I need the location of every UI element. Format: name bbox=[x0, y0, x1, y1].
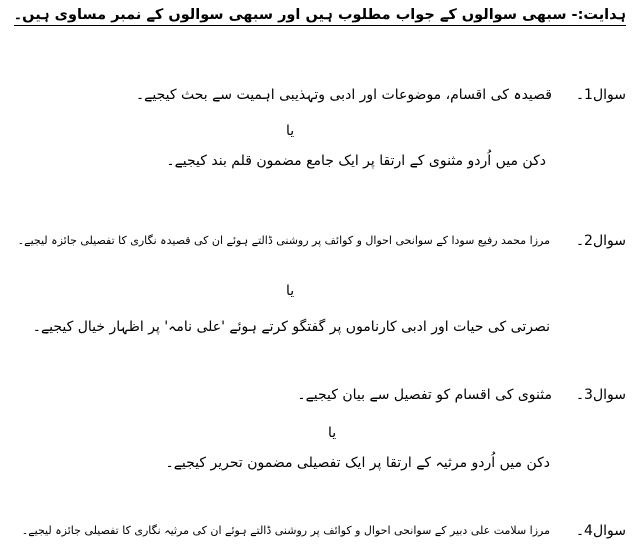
question-2-text: مرزا محمد رفیع سودا کے سوانحی احوال و کوائف پر روشنی ڈالتے ہوئے ان کی قصیدہ نگاری کا تفصیلی جائزہ لیجیے۔ bbox=[17, 234, 550, 247]
question-4-label: سوال4۔ bbox=[575, 523, 626, 539]
question-2-or: یا bbox=[286, 283, 295, 299]
question-3-alternative: دکن میں اُردو مرثیہ کے ارتقا پر ایک تفصیلی مضمون تحریر کیجیے۔ bbox=[165, 455, 550, 471]
question-4-text: مرزا سلامت علی دبیر کے سوانحی احوال و کوائف پر روشنی ڈالتے ہوئے ان کی مرثیہ نگاری کا تفصیلی جائزہ لیجیے۔ bbox=[21, 524, 550, 537]
question-3-or: یا bbox=[328, 425, 337, 441]
question-2-alternative: نصرتی کی حیات اور ادبی کارناموں پر گفتگو کرتے ہوئے 'علی نامہ' پر اظہار خیال کیجیے۔ bbox=[32, 319, 550, 335]
question-1-or: یا bbox=[286, 123, 295, 139]
instruction-heading: ہدایت:- سبھی سوالوں کے جواب مطلوب ہیں اور سبھی سوالوں کے نمبر مساوی ہیں۔ bbox=[14, 6, 626, 26]
question-3-text: مثنوی کی اقسام کو تفصیل سے بیان کیجیے۔ bbox=[297, 387, 552, 403]
question-1-label: سوال1۔ bbox=[575, 87, 626, 103]
question-3-label: سوال3۔ bbox=[575, 387, 626, 403]
question-2-label: سوال2۔ bbox=[575, 233, 626, 249]
question-1-text: قصیدہ کی اقسام، موضوعات اور ادبی وتہذیبی اہمیت سے بحث کیجیے۔ bbox=[135, 87, 552, 103]
question-1-alternative: دکن میں اُردو مثنوی کے ارتقا پر ایک جامع مضمون قلم بند کیجیے۔ bbox=[166, 153, 546, 169]
